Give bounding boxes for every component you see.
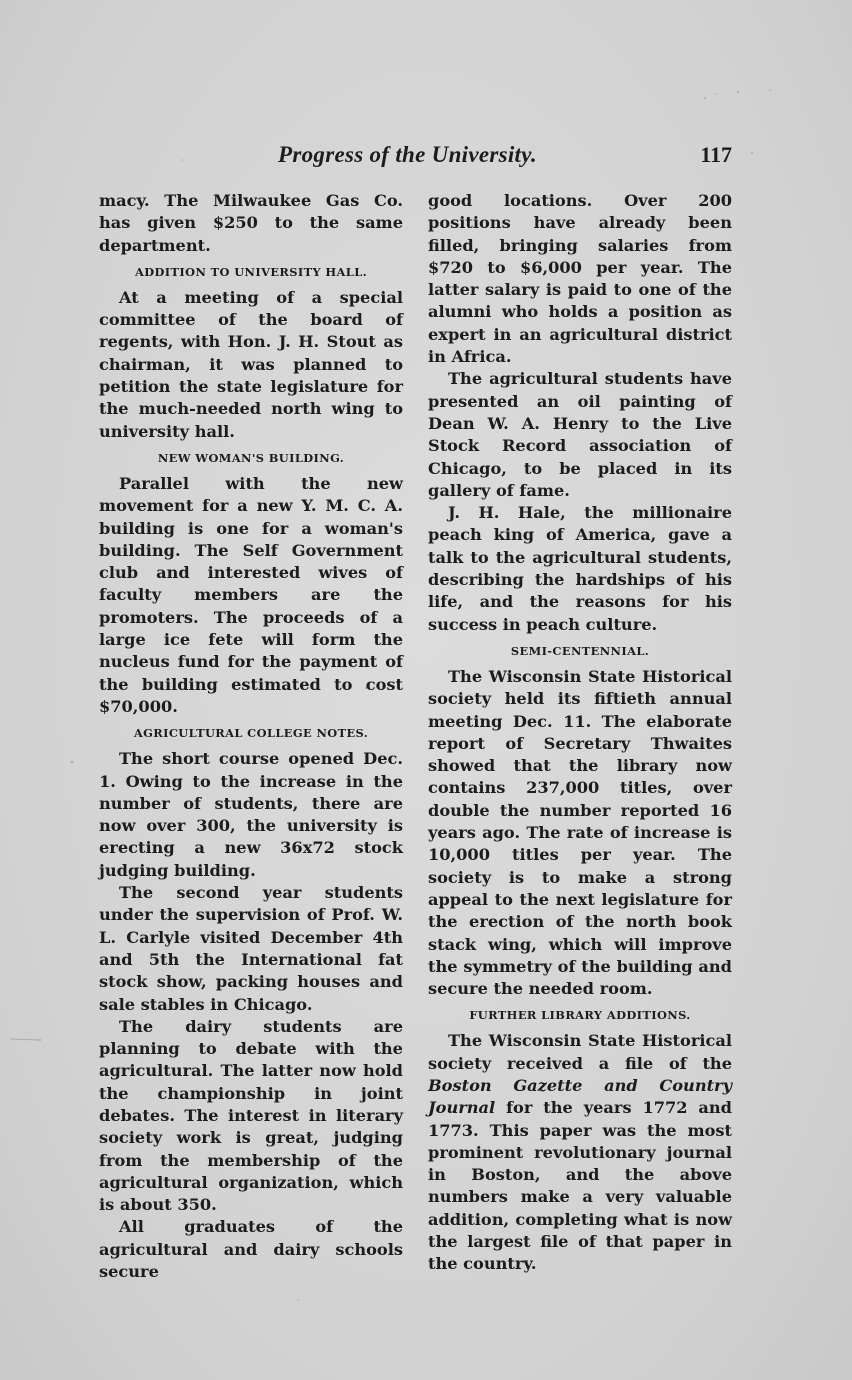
paragraph-short-course: The short course opened Dec. 1. Owing to the increase in the number of students, there are now over 300, the university is erecting a new 36x72 stock judging building. — [99, 749, 403, 880]
library-text-a: The Wisconsin State Historical society received a file of the — [428, 1031, 732, 1073]
heading-semi-centennial: SEMI-CENTENNIAL. — [510, 643, 650, 658]
paragraph-dairy-students: The dairy students are planning to debate with the agricultural. The latter now hold the championship in joint debates. The interest in literary society work is great, judging from the membership of the agricultural organization, which is about 350. — [99, 1016, 403, 1215]
paragraph-semi-centennial: The Wisconsin State Historical society held its fiftieth annual meeting Dec. 11. The elaborate report of Secretary Thwaites showed that the library now contains 237,000 titles, over double the number reported 16 years ago. The rate of increase is 10,000 titles per year. The society is to make a strong appeal to the next legislature for the erection of the north book stack wing, which will improve the symmetry of the building and secure the needed room. — [428, 666, 732, 999]
paragraph-peach-king: J. H. Hale, the millionaire peach king of America, gave a talk to the agricultural students, describing the hardships of his life, and the reasons for his success in peach culture. — [428, 503, 732, 634]
heading-new-womans-building: NEW WOMAN'S BUILDING. — [157, 450, 345, 465]
paragraph-second-year: The second year students under the supervision of Prof. W. L. Carlyle visited December 4th and 5th the International fat stock show, packing houses and sale stables in Chicago. — [99, 883, 403, 1014]
left-column — [99, 190, 403, 1283]
paragraph-graduates: All graduates of the agricultural and dairy schools secure — [99, 1217, 403, 1282]
heading-addition-to-university-hall: ADDITION TO UNIVERSITY HALL. — [135, 264, 367, 279]
heading-further-library-additions: FURTHER LIBRARY ADDITIONS. — [469, 1008, 691, 1023]
heading-agricultural-college-notes: AGRICULTURAL COLLEGE NOTES. — [133, 726, 369, 741]
running-head — [270, 142, 732, 172]
paragraph-continued: macy. The Milwaukee Gas Co. has given $250 to the same department. — [99, 191, 403, 255]
library-text-b: for the years 1772 and 1773. This paper was the most prominent revolutionary journal in Boston, and the above numbers make a very valuable addition, completing what is now the largest file of that paper in the country. — [428, 1098, 732, 1274]
paragraph-oil-painting: The agricultural students have presented an oil painting of Dean W. A. Henry to the Live Stock Record association of Chicago, to be placed in its gallery of fame. — [428, 369, 732, 500]
paragraph-library-additions — [428, 1030, 732, 1275]
newspaper-title: Boston Gazette and Country Journal — [428, 1075, 732, 1118]
running-title: Progress of the University. — [278, 142, 537, 167]
right-column — [428, 190, 732, 1276]
paragraph-good-locations: good locations. Over 200 positions have already been filled, bringing salaries from $720 to $6,000 per year. The latter salary is paid to one of the alumni who holds a position as expert in an agricultural district in Africa. — [428, 191, 732, 367]
paragraph-addition: At a meeting of a special committee of the board of regents, with Hon. J. H. Stout as chairman, it was planned to petition the state legislature for the much-needed north wing to university hall. — [99, 287, 403, 441]
page-number: 117 — [700, 142, 732, 167]
paragraph-womans-building: Parallel with the new movement for a new Y. M. C. A. building is one for a woman's building. The Self Government club and interested wives of faculty members are the promoters. The proceeds of a large ice fete will form the nucleus fund for the payment of the building estimated to cost $70,000. — [99, 473, 403, 716]
